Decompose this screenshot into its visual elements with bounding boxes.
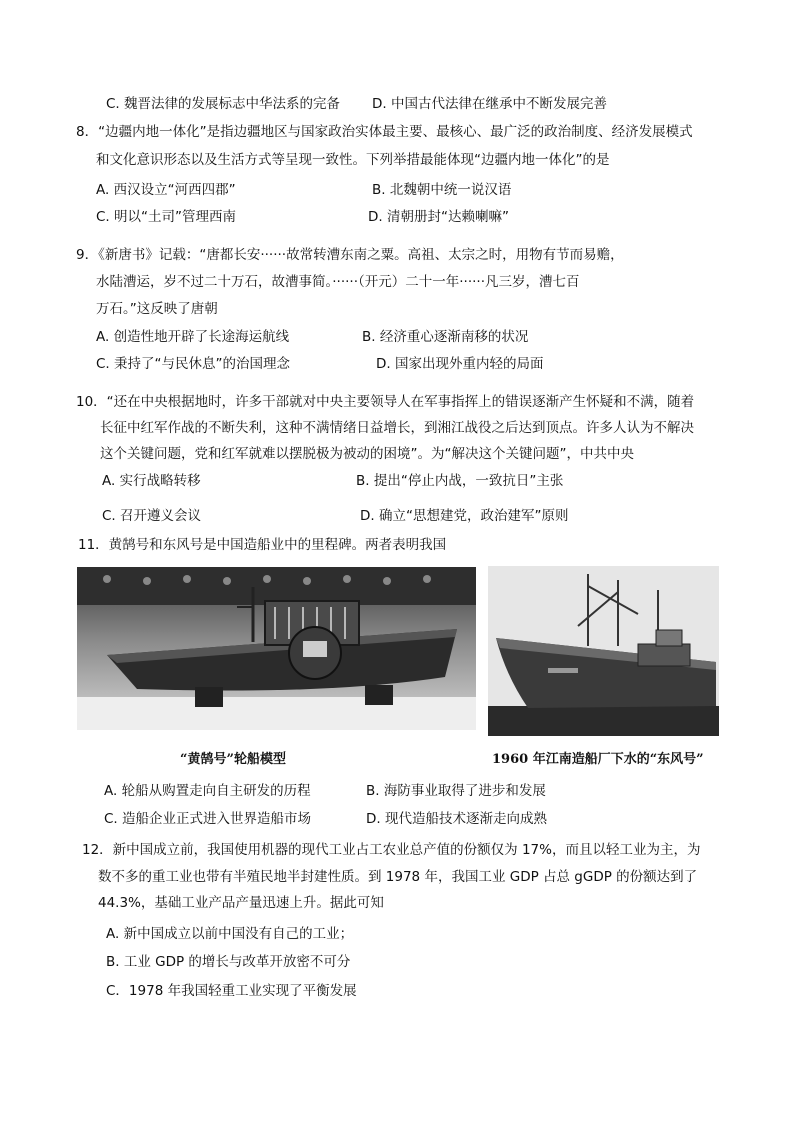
dongfeng-caption: 1960 年江南造船厂下水的“东风号” [492,752,704,767]
huanghu-ship-illustration [77,567,476,730]
huanghu-caption: “黄鹄号”轮船模型 [180,752,286,767]
q9-stem-line-3: 万石。”这反映了唐朝 [96,301,218,317]
q9-option-c: C. 秉持了“与民休息”的治国理念 [96,356,290,372]
q9-option-d: D. 国家出现外重内轻的局面 [376,356,544,372]
q9-option-a: A. 创造性地开辟了长途海运航线 [96,329,290,345]
huanghu-ship-photo [77,567,476,730]
q12-option-a: A. 新中国成立以前中国没有自己的工业； [106,926,354,942]
q12-stem-line-1: 12．新中国成立前，我国使用机器的现代工业占工农业总产值的份额仅为 17%，而且以轻工业为主，为 [82,842,701,858]
q10-stem-line-3: 这个关键问题，党和红军就难以摆脱极为被动的困境”。为“解决这个关键问题”，中共中央 [100,446,634,462]
q10-option-d: D. 确立“思想建党，政治建军”原则 [360,508,569,524]
q12-stem-line-2: 数不多的重工业也带有半殖民地半封建性质。到 1978 年，我国工业 GDP 占总 gGDP 的份额达到了 [98,869,698,885]
q12-option-c: C．1978 年我国轻重工业实现了平衡发展 [106,983,357,999]
q8-option-c: C. 明以“土司”管理西南 [96,209,236,225]
q12-option-b: B. 工业 GDP 的增长与改革开放密不可分 [106,954,351,970]
q10-option-a: A. 实行战略转移 [102,473,201,489]
q8-stem-line-2: 和文化意识形态以及生活方式等呈现一致性。下列举措最能体现“边疆内地一体化”的是 [96,152,610,168]
q11-option-a: A. 轮船从购置走向自主研发的历程 [104,783,311,799]
q8-stem-line-1: 8．“边疆内地一体化”是指边疆地区与国家政治实体最主要、最核心、最广泛的政治制度、经济发展模式 [76,124,693,140]
q9-option-b: B. 经济重心逐渐南移的状况 [362,329,529,345]
dongfeng-ship-illustration [488,566,719,736]
dongfeng-ship-photo [488,566,719,736]
q9-stem-line-1: 9．《新唐书》记载：“唐都长安······故常转漕东南之粟。高祖、太宗之时，用物有节而易赡， [76,247,624,263]
q8-option-a: A. 西汉设立“河西四郡” [96,182,236,198]
q7-option-c: C. 魏晋法律的发展标志中华法系的完备 [106,96,341,112]
q10-option-c: C. 召开遵义会议 [102,508,202,524]
q8-option-d: D. 清朝册封“达赖喇嘛” [368,209,509,225]
q10-option-b: B. 提出“停止内战，一致抗日”主张 [356,473,564,489]
q11-option-d: D. 现代造船技术逐渐走向成熟 [366,811,547,827]
q10-stem-line-2: 长征中红军作战的不断失利，这种不满情绪日益增长，到湘江战役之后达到顶点。许多人认为不解决 [100,420,694,436]
q10-stem-line-1: 10．“还在中央根据地时，许多干部就对中央主要领导人在军事指挥上的错误逐渐产生怀疑和不满，随着 [76,394,695,410]
q11-stem: 11．黄鹄号和东风号是中国造船业中的里程碑。两者表明我国 [78,537,447,553]
q12-stem-line-3: 44.3%，基础工业产品产量迅速上升。据此可知 [98,895,384,911]
q11-option-b: B. 海防事业取得了进步和发展 [366,783,546,799]
q8-option-b: B. 北魏朝中统一说汉语 [372,182,512,198]
q7-option-d: D. 中国古代法律在继承中不断发展完善 [372,96,607,112]
q11-option-c: C. 造船企业正式进入世界造船市场 [104,811,312,827]
q9-stem-line-2: 水陆漕运，岁不过二十万石，故漕事简。······（开元）二十一年······凡三岁，漕七百 [96,274,580,290]
